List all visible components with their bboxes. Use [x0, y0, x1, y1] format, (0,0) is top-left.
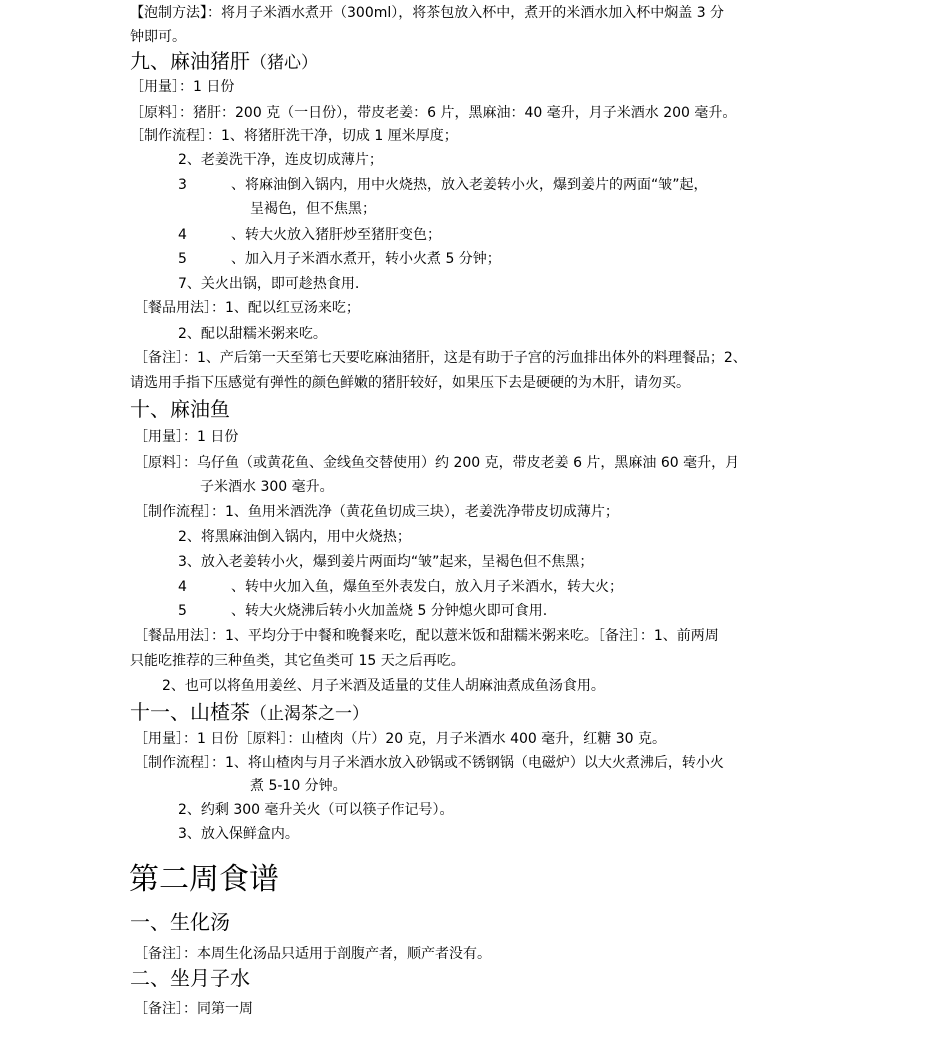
steeping-method-line: 【泡制方法】：将月子米酒水煮开（300ml），将茶包放入杯中，煮开的米酒水加入杯中焖盖 3 分 [130, 5, 725, 21]
notes-line-cont: 只能吃推荐的三种鱼类，其它鱼类可 15 天之后再吃。 [130, 653, 465, 669]
dosage-line: ［用量］：1 日份 [130, 79, 235, 95]
notes-line-2: 2、也可以将鱼用姜丝、月子米酒及适量的艾佳人胡麻油煮成鱼汤食用。 [162, 678, 605, 694]
week-two-heading: 第二周食谱 [129, 862, 279, 897]
process-step-4 [178, 578, 623, 596]
step-number: 5 [178, 603, 187, 619]
notes-line: ［备注］：本周生化汤品只适用于剖腹产者，顺产者没有。 [134, 946, 491, 962]
step-number: 5 [178, 251, 187, 267]
step-number: 4 [178, 227, 187, 243]
step-number: 4 [178, 579, 187, 595]
step-text: 、加入月子米酒水煮开，转小火煮 5 分钟； [231, 251, 501, 267]
heading-main: 十一、山楂茶 [130, 700, 250, 724]
process-step-2: 2、约剩 300 毫升关火（可以筷子作记号）。 [178, 802, 454, 818]
ingredients-line: ［原料］：乌仔鱼（或黄花鱼、金线鱼交替使用）约 200 克，带皮老姜 6 片，黑麻油 60 毫升，月 [134, 455, 740, 471]
notes-line-cont: 请选用手指下压感觉有弹性的颜色鲜嫩的猪肝较好，如果压下去是硬硬的为木肝，请勿买。 [130, 375, 690, 391]
serving-usage-1: ［餐品用法］：1、配以红豆汤来吃； [134, 300, 360, 316]
notes-line: ［备注］：同第一周 [134, 1001, 253, 1017]
process-step-1: ［制作流程］：1、将山楂肉与月子米酒水放入砂锅或不锈钢锅（电磁炉）以大火煮沸后，转小火 [134, 755, 724, 771]
dosage-ingredients-line: ［用量］：1 日份［原料］：山楂肉（片）20 克，月子米酒水 400 毫升，红糖 30 克。 [134, 731, 666, 747]
section-heading-hawthorn-tea [130, 700, 369, 726]
step-text: 、转中火加入鱼，爆鱼至外表发白，放入月子米酒水，转大火； [231, 579, 623, 595]
ingredients-line: ［原料］：猪肝：200 克（一日份），带皮老姜：6 片，黑麻油：40 毫升，月子米酒水 200 毫升。 [130, 105, 737, 121]
serving-usage-2: 2、配以甜糯米粥来吃。 [178, 326, 327, 342]
ingredients-line-cont: 子米酒水 300 毫升。 [200, 479, 334, 495]
process-step-3: 3、放入保鲜盒内。 [178, 826, 299, 842]
step-text: 、将麻油倒入锅内，用中火烧热，放入老姜转小火，爆到姜片的两面“皱”起， [231, 177, 708, 193]
section-heading-sesame-oil-fish: 十、麻油鱼 [130, 397, 230, 421]
process-step-4 [178, 226, 441, 244]
process-step-1-cont: 煮 5-10 分钟。 [250, 778, 347, 794]
dosage-line: ［用量］：1 日份 [134, 429, 239, 445]
notes-line: ［备注］：1、产后第一天至第七天要吃麻油猪肝，这是有助于子宫的污血排出体外的料理餐品；2、 [134, 350, 747, 366]
process-step-2: 2、老姜洗干净，连皮切成薄片； [178, 152, 383, 168]
process-step-3: 3、放入老姜转小火，爆到姜片两面均“皱”起来，呈褐色但不焦黑； [178, 554, 594, 570]
heading-main: 九、麻油猪肝 [130, 49, 250, 73]
section-heading-confinement-water: 二、坐月子水 [130, 966, 250, 990]
process-step-5 [178, 602, 548, 620]
process-step-3 [178, 176, 708, 194]
heading-paren: （止渴茶之一） [250, 704, 369, 724]
step-text: 、转大火烧沸后转小火加盖烧 5 分钟熄火即可食用. [231, 603, 548, 619]
process-step-3-cont: 呈褐色，但不焦黑； [250, 201, 376, 217]
process-step-1: ［制作流程］：1、鱼用米酒洗净（黄花鱼切成三块），老姜洗净带皮切成薄片； [134, 504, 619, 520]
section-heading-shenghua-soup: 一、生化汤 [130, 910, 230, 934]
step-number: 3 [178, 177, 187, 193]
process-step-5 [178, 250, 501, 268]
heading-paren: （猪心） [250, 53, 318, 73]
section-heading-sesame-oil-pork-liver [130, 49, 318, 75]
process-step-7: 7、关火出锅，即可趁热食用. [178, 276, 360, 292]
process-step-2: 2、将黑麻油倒入锅内，用中火烧热； [178, 529, 411, 545]
process-step-1: ［制作流程］：1、将猪肝洗干净，切成 1 厘米厚度； [130, 128, 458, 144]
steeping-method-line-end: 钟即可。 [130, 29, 186, 45]
serving-usage-and-notes: ［餐品用法］：1、平均分于中餐和晚餐来吃，配以薏米饭和甜糯米粥来吃。［备注］：1、前两周 [134, 628, 719, 644]
step-text: 、转大火放入猪肝炒至猪肝变色； [231, 227, 441, 243]
